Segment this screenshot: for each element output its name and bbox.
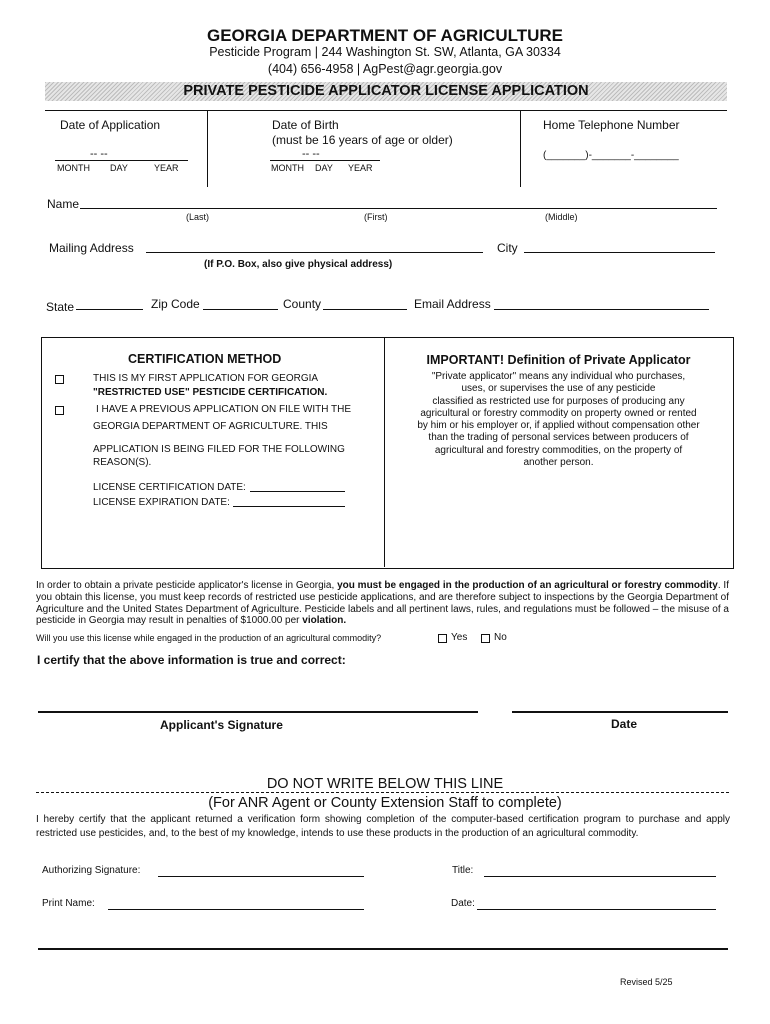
- definition-heading: IMPORTANT! Definition of Private Applicator: [426, 353, 691, 367]
- date-of-birth-note: (must be 16 years of age or older): [272, 133, 453, 147]
- verification-statement: I hereby certify that the applicant returned a verification form showing completion of the computer-based certification program to purchase and apply restricted use pesticides, and, to the best of my knowledge, intends to use these products in the production of an agricultural commodity.: [36, 814, 730, 839]
- dob-day-label: DAY: [315, 163, 333, 173]
- definition-line: another person.: [523, 457, 594, 469]
- no-label: No: [494, 632, 507, 643]
- notice-part-c: . If you obtain this license, you must keep records of restricted use pesticide applications, and are therefore subject to inspections by the Georgia Department of Agriculture and the United States Department of Agriculture. Pesticide labels and all pertinent laws, rules, and regulations must be followed – the misuse of a pesticide in Georgia may result in penalties of $1000.00 per: [36, 580, 729, 627]
- state-field[interactable]: [76, 309, 143, 310]
- home-phone-field[interactable]: (_______)-_______-________: [543, 150, 679, 161]
- agency-title: GEORGIA DEPARTMENT OF AGRICULTURE: [206, 26, 564, 45]
- definition-text: [387, 371, 730, 469]
- dates-row-top-rule: [45, 110, 727, 111]
- license-notice: [36, 580, 729, 627]
- app-year-label: YEAR: [154, 163, 179, 173]
- office-date-label: Date:: [451, 898, 475, 909]
- reason-line2: REASON(S).: [93, 457, 152, 468]
- zip-code-label: Zip Code: [151, 297, 200, 311]
- date-of-application-field[interactable]: [55, 160, 188, 161]
- previous-application-line1: I HAVE A PREVIOUS APPLICATION ON FILE WITH THE: [96, 404, 352, 415]
- previous-application-line2: GEORGIA DEPARTMENT OF AGRICULTURE. THIS: [93, 421, 328, 432]
- county-field[interactable]: [323, 309, 407, 310]
- applicant-signature-field[interactable]: [38, 711, 478, 713]
- yes-checkbox[interactable]: [438, 634, 447, 643]
- mailing-address-label: Mailing Address: [49, 241, 134, 255]
- home-phone-label: Home Telephone Number: [543, 118, 680, 132]
- po-box-note: (If P.O. Box, also give physical address): [204, 259, 393, 270]
- city-field[interactable]: [524, 252, 715, 253]
- app-month-label: MONTH: [57, 163, 90, 173]
- name-label: Name: [47, 197, 80, 211]
- form-title: PRIVATE PESTICIDE APPLICATOR LICENSE APPLICATION: [183, 83, 589, 99]
- county-label: County: [283, 297, 322, 311]
- license-expiration-date-label: LICENSE EXPIRATION DATE:: [93, 497, 230, 508]
- first-application-line2: "RESTRICTED USE" PESTICIDE CERTIFICATION.: [93, 387, 328, 398]
- certification-heading: CERTIFICATION METHOD: [128, 352, 282, 366]
- definition-line: agricultural and forestry commodities, on the property of: [434, 444, 683, 456]
- notice-part-d: violation.: [302, 615, 347, 627]
- city-label: City: [497, 241, 518, 255]
- no-checkbox[interactable]: [481, 634, 490, 643]
- notice-part-a: In order to obtain a private pesticide applicator's license in Georgia,: [36, 580, 338, 591]
- license-expiration-date-field[interactable]: [233, 506, 345, 507]
- definition-line: uses, or supervises the use of any pesticide: [461, 383, 656, 395]
- name-first-hint: (First): [364, 212, 388, 222]
- dob-year-label: YEAR: [348, 163, 373, 173]
- do-not-write-heading: DO NOT WRITE BELOW THIS LINE: [266, 776, 504, 792]
- first-application-checkbox[interactable]: [55, 375, 64, 384]
- email-label: Email Address: [414, 297, 491, 311]
- applicant-date-label: Date: [611, 717, 638, 731]
- dob-month-label: MONTH: [271, 163, 304, 173]
- license-certification-date-field[interactable]: [250, 491, 345, 492]
- definition-line: agricultural or forestry commodity on property owned or rented: [420, 407, 697, 419]
- mailing-address-field[interactable]: [146, 252, 483, 253]
- authorizing-signature-field[interactable]: [158, 876, 364, 877]
- dates-divider-2: [520, 111, 521, 187]
- authorizing-signature-label: Authorizing Signature:: [42, 865, 141, 876]
- date-of-birth-separators: -- --: [302, 148, 320, 160]
- agency-address: Pesticide Program | 244 Washington St. SW, Atlanta, GA 30334: [209, 45, 561, 59]
- date-of-birth-field[interactable]: [270, 160, 380, 161]
- notice-part-b: you must be engaged in the production of an agricultural or forestry commodity: [337, 580, 718, 591]
- office-title-field[interactable]: [484, 876, 716, 877]
- do-not-write-rule: [36, 792, 729, 793]
- applicant-signature-label: Applicant's Signature: [160, 718, 283, 732]
- date-of-application-label: Date of Application: [60, 118, 161, 132]
- agency-contact: (404) 656-4958 | AgPest@agr.georgia.gov: [267, 62, 503, 76]
- name-last-hint: (Last): [186, 212, 210, 222]
- yes-label: Yes: [451, 632, 468, 643]
- name-middle-hint: (Middle): [545, 212, 578, 222]
- revision-label: Revised 5/25: [620, 977, 673, 987]
- previous-application-checkbox[interactable]: [55, 406, 64, 415]
- bottom-rule: [38, 948, 728, 950]
- zip-code-field[interactable]: [203, 309, 278, 310]
- reason-line1: APPLICATION IS BEING FILED FOR THE FOLLOWING: [93, 444, 345, 455]
- dates-divider-1: [207, 111, 208, 187]
- definition-line: "Private applicator" means any individual who purchases,: [431, 371, 686, 382]
- date-of-application-separators: -- --: [90, 148, 108, 160]
- office-title-label: Title:: [452, 865, 474, 876]
- email-field[interactable]: [494, 309, 709, 310]
- state-label: State: [46, 300, 75, 314]
- certify-statement: I certify that the above information is true and correct:: [37, 653, 346, 667]
- agricultural-use-question: Will you use this license while engaged in the production of an agricultural commodity?: [36, 633, 382, 643]
- applicant-date-field[interactable]: [512, 711, 728, 713]
- first-application-line1: THIS IS MY FIRST APPLICATION FOR GEORGIA: [93, 373, 319, 384]
- definition-line: by him or his employer or, if applied without compensation other: [417, 420, 700, 432]
- app-day-label: DAY: [110, 163, 128, 173]
- definition-line: classified as restricted use for purposes of producing any: [432, 395, 685, 407]
- print-name-label: Print Name:: [42, 898, 95, 909]
- office-date-field[interactable]: [477, 909, 716, 910]
- print-name-field[interactable]: [108, 909, 364, 910]
- certification-divider: [384, 337, 385, 567]
- definition-line: than the trading of personal services between producers of: [428, 432, 689, 444]
- office-use-heading: (For ANR Agent or County Extension Staff to complete): [208, 795, 562, 811]
- name-field[interactable]: [80, 208, 717, 209]
- license-certification-date-label: LICENSE CERTIFICATION DATE:: [93, 482, 246, 493]
- date-of-birth-label: Date of Birth: [272, 118, 339, 132]
